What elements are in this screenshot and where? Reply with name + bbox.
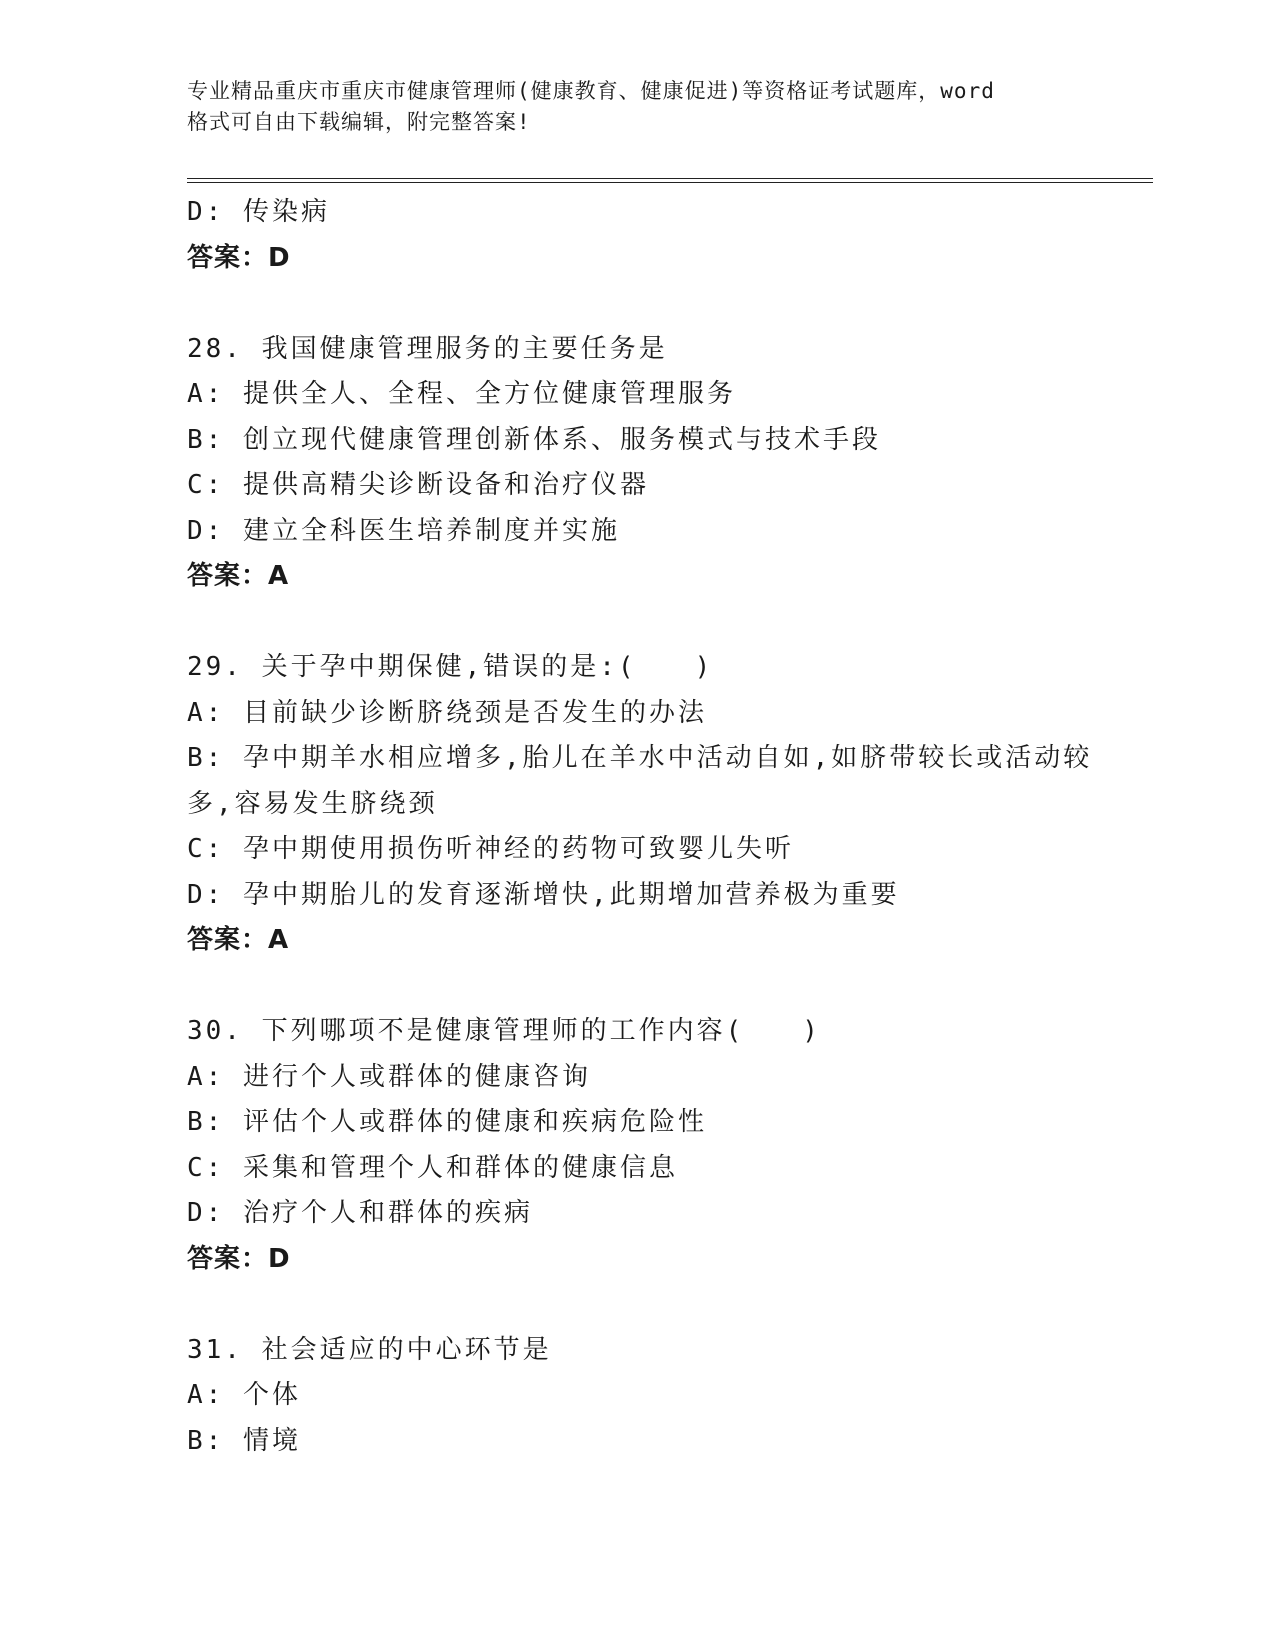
question-stem: 28. 我国健康管理服务的主要任务是 xyxy=(187,333,668,364)
answer-line: 答案：D xyxy=(187,1243,291,1274)
option-c: C: 提供高精尖诊断设备和治疗仪器 xyxy=(187,470,649,500)
question-stem: 31. 社会适应的中心环节是 xyxy=(187,1334,552,1365)
spacer xyxy=(187,281,1147,327)
header-line-2: 格式可自由下载编辑，附完整答案! xyxy=(187,110,531,134)
option-a: A: 进行个人或群体的健康咨询 xyxy=(187,1061,591,1092)
question-stem: 30. 下列哪项不是健康管理师的工作内容( ) xyxy=(187,1016,821,1046)
header-divider-top xyxy=(187,178,1153,179)
header-divider-bottom xyxy=(187,182,1153,183)
option-a: A: 目前缺少诊断脐绕颈是否发生的办法 xyxy=(187,697,707,728)
option-d: D: 孕中期胎儿的发育逐渐增快,此期增加营养极为重要 xyxy=(187,879,900,910)
option-d: D: 传染病 xyxy=(187,197,330,227)
option-d: D: 治疗个人和群体的疾病 xyxy=(187,1198,533,1228)
question-29 xyxy=(187,645,1147,964)
option-b-continued: 多,容易发生脐绕颈 xyxy=(187,788,438,819)
question-stem: 29. 关于孕中期保健,错误的是:( ) xyxy=(187,652,714,682)
option-b: B: 创立现代健康管理创新体系、服务模式与技术手段 xyxy=(187,424,881,455)
question-content xyxy=(187,190,1147,1464)
option-d: D: 建立全科医生培养制度并实施 xyxy=(187,515,620,546)
question-30 xyxy=(187,1009,1147,1282)
option-b: B: 情境 xyxy=(187,1425,301,1456)
option-c: C: 孕中期使用损伤听神经的药物可致婴儿失听 xyxy=(187,834,794,864)
question-31 xyxy=(187,1328,1147,1465)
answer-line: 答案：A xyxy=(187,561,290,591)
spacer xyxy=(187,1282,1147,1328)
carryover-block xyxy=(187,190,1147,281)
option-a: A: 提供全人、全程、全方位健康管理服务 xyxy=(187,379,736,409)
page-header xyxy=(187,76,1087,138)
option-c: C: 采集和管理个人和群体的健康信息 xyxy=(187,1152,678,1183)
question-28 xyxy=(187,327,1147,600)
header-line-1: 专业精品重庆市重庆市健康管理师(健康教育、健康促进)等资格证考试题库，word xyxy=(187,79,995,103)
option-a: A: 个体 xyxy=(187,1380,301,1410)
answer-line: 答案：A xyxy=(187,925,290,955)
spacer xyxy=(187,600,1147,646)
option-b: B: 孕中期羊水相应增多,胎儿在羊水中活动自如,如脐带较长或活动较 xyxy=(187,743,1093,773)
spacer xyxy=(187,964,1147,1010)
option-b: B: 评估个人或群体的健康和疾病危险性 xyxy=(187,1107,707,1137)
answer-line: 答案：D xyxy=(187,242,291,273)
